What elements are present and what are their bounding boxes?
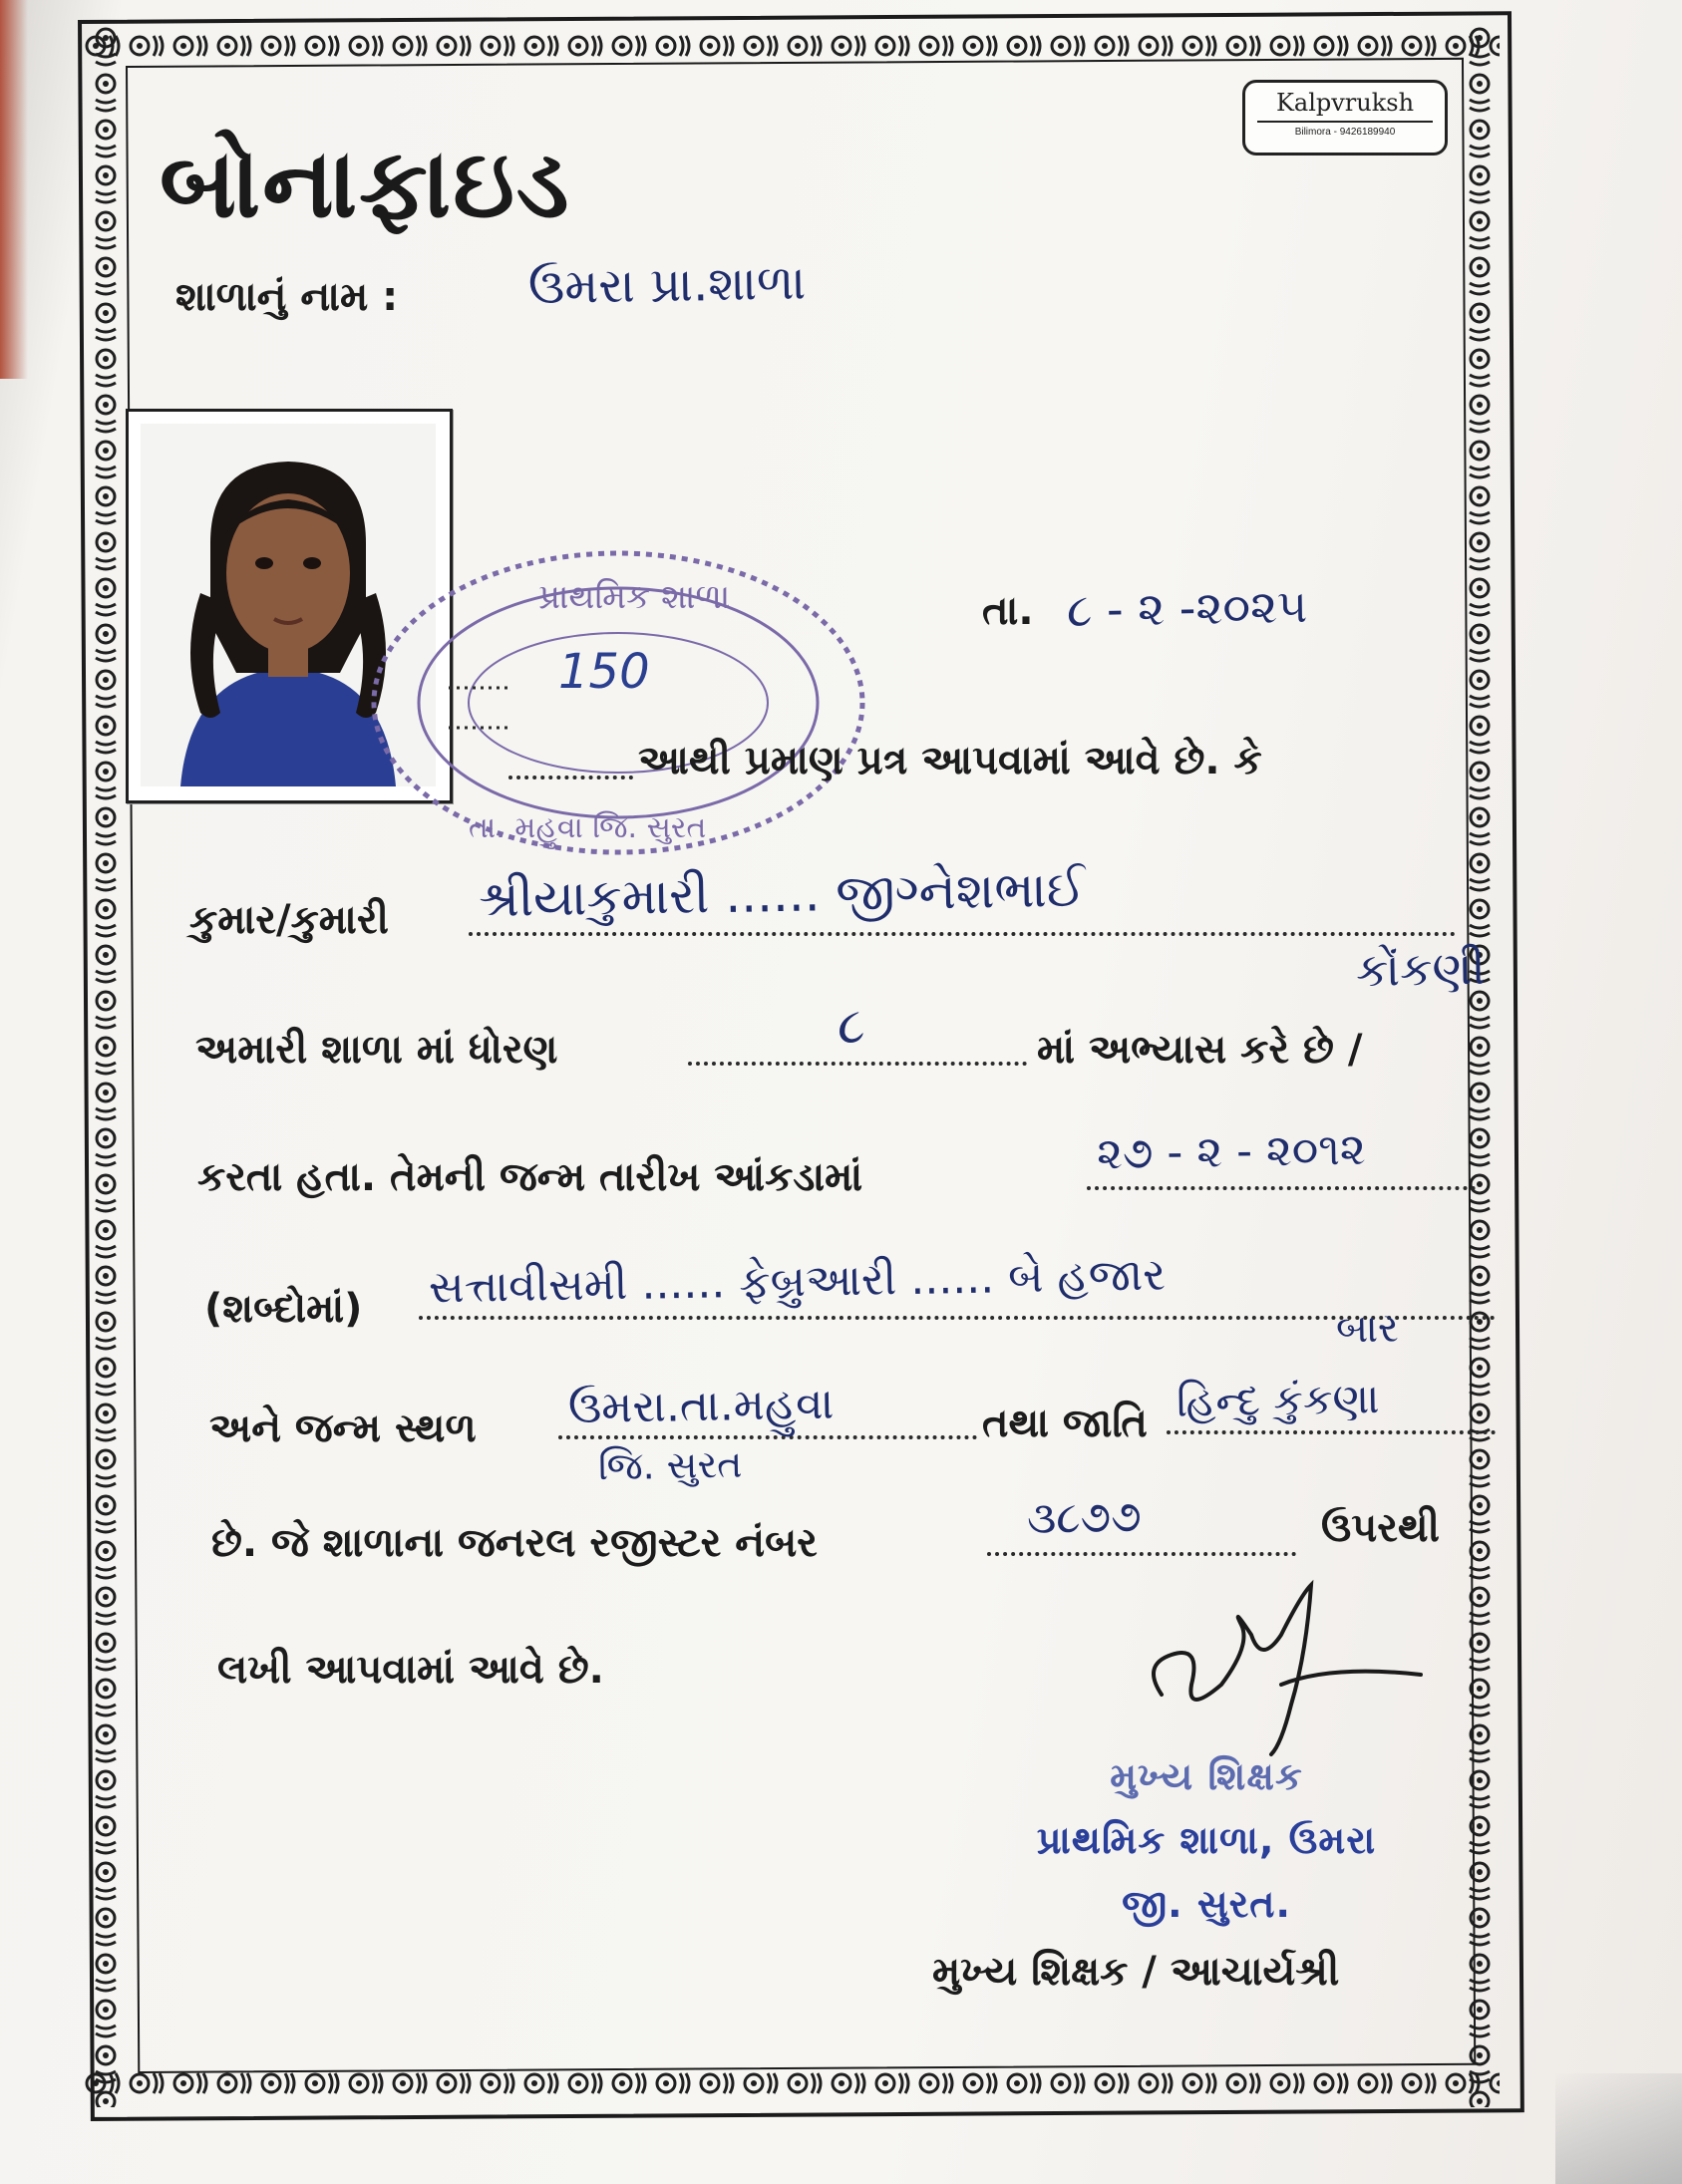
register-suffix: ઉપરથી bbox=[1321, 1505, 1440, 1551]
birthplace-value: ઉમરા.તા.મહુવા bbox=[567, 1378, 835, 1434]
leader-dots-caste bbox=[1167, 1430, 1496, 1434]
class-value: ૮ bbox=[837, 996, 865, 1056]
leader-dots-class bbox=[688, 1062, 1027, 1066]
stamp-line-district: જી. સુરત. bbox=[1122, 1882, 1291, 1926]
birthplace-label: અને જન્મ સ્થળ bbox=[209, 1405, 477, 1451]
stamp-line-school: પ્રાથમિક શાળા, ઉમરા bbox=[1036, 1818, 1377, 1862]
dob-value: ૨૭ - ૨ - ૨૦૧૨ bbox=[1096, 1123, 1367, 1180]
certificate-title: બોનાફાઇડ bbox=[160, 128, 571, 239]
birthplace-district: જિ. સુરત bbox=[597, 1441, 743, 1489]
school-name-value: ઉમરા પ્રા.શાળા bbox=[527, 254, 807, 316]
class-label: અમારી શાળા માં ધોરણ bbox=[195, 1027, 558, 1073]
leader-dots-name bbox=[469, 932, 1456, 936]
seal-text-bottom: તા. મહુવા જિ. સુરત bbox=[469, 810, 707, 845]
headmaster-stamp bbox=[937, 1744, 1476, 1936]
school-round-seal bbox=[359, 538, 877, 867]
printer-logo-name: Kalpvruksh bbox=[1275, 89, 1415, 117]
table-edge-shadow bbox=[0, 0, 28, 379]
dob-words-value-2: બાર bbox=[1335, 1305, 1400, 1353]
printer-logo-divider bbox=[1257, 121, 1433, 123]
school-name-label: શાળાનું નામ : bbox=[175, 274, 399, 320]
page-corner-shadow bbox=[1555, 2073, 1682, 2184]
dob-label: કરતા હતા. તેમની જન્મ તારીખ આંકડામાં bbox=[197, 1154, 863, 1200]
caste-value: હિન્દુ કુંકણા bbox=[1176, 1374, 1380, 1426]
leader-dots-register bbox=[987, 1552, 1296, 1556]
seal-text-top: પ્રાથમિક શાળા bbox=[538, 577, 731, 617]
student-surname-value: કોંકણી bbox=[1355, 940, 1487, 998]
printer-logo bbox=[1242, 80, 1448, 156]
date-label: તા. bbox=[982, 588, 1034, 634]
leader-dots-line1 bbox=[508, 776, 633, 780]
dob-words-value: સત્તાવીસમી ...... ફેબ્રુઆરી ...... બે હજાર bbox=[428, 1249, 1167, 1314]
caste-label: તથા જાતિ bbox=[982, 1401, 1148, 1446]
dob-words-label: (શબ્દોમાં) bbox=[204, 1286, 363, 1332]
student-name-label: કુમાર/કુમારી bbox=[189, 897, 389, 943]
issued-statement: આથી પ્રમાણ પ્રત્ર આપવામાં આવે છે. કે bbox=[638, 738, 1262, 783]
date-value: ૮ - ૨ -૨૦૨૫ bbox=[1066, 578, 1308, 638]
printer-logo-sub: Bilimora - 9426189940 bbox=[1294, 127, 1396, 138]
class-suffix: માં અભ્યાસ કરે છે / bbox=[1037, 1027, 1363, 1073]
leader-dots-words bbox=[419, 1316, 1496, 1320]
student-name-value: શ્રીયાકુમારી ...... જીગ્નેશભાઈ bbox=[478, 859, 1086, 929]
seal-number: 150 bbox=[558, 644, 650, 700]
leader-dots-dob bbox=[1087, 1186, 1476, 1190]
stamp-line-title: મુખ્ય શિક્ષક bbox=[1110, 1754, 1303, 1798]
headmaster-signature bbox=[1132, 1575, 1431, 1764]
register-number-value: ૩૮૭૭ bbox=[1026, 1491, 1143, 1544]
leader-dots-birthplace bbox=[558, 1435, 977, 1439]
register-label: છે. જે શાળાના જનરલ રજીસ્ટર નંબર bbox=[211, 1520, 818, 1566]
closing-statement: લખી આપવામાં આવે છે. bbox=[217, 1647, 604, 1693]
signatory-label: મુખ્ય શિક્ષક / આચાર્યશ્રી bbox=[932, 1949, 1340, 1995]
